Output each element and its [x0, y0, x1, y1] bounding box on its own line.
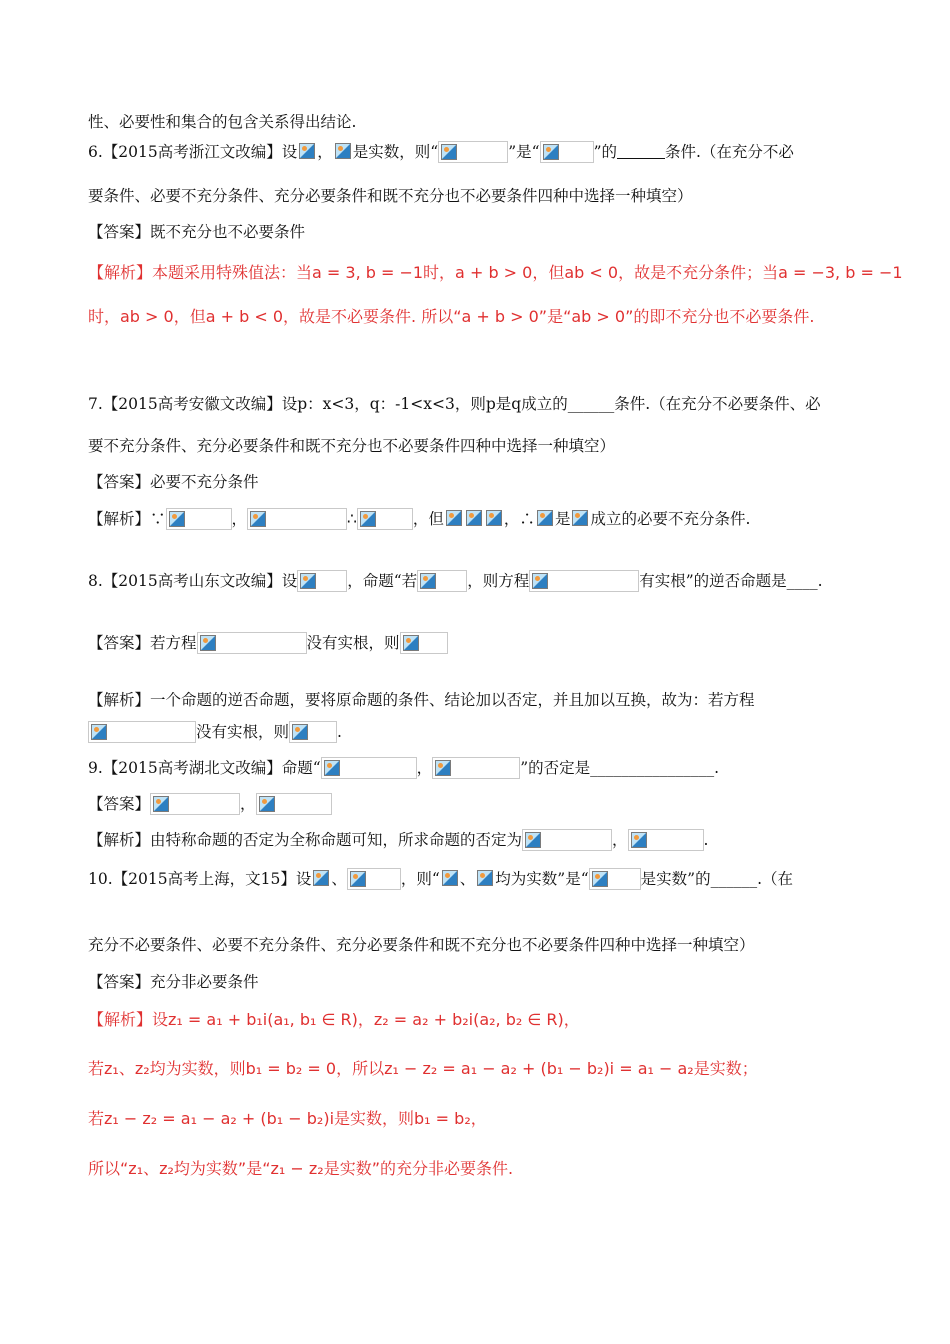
- broken-image-icon: [537, 510, 553, 526]
- broken-image-icon: [299, 143, 315, 159]
- broken-image-icon: [300, 573, 316, 589]
- formula-image: [570, 508, 590, 530]
- q8-head: 8.【2015高考山东文改编】设: [88, 572, 298, 590]
- q6-text: 是实数，则“: [352, 143, 439, 161]
- q9-explanation: [88, 829, 708, 851]
- q9-head: 9.【2015高考湖北文改编】命题“: [88, 759, 321, 777]
- q10-answer: 【答案】充分非必要条件: [88, 973, 259, 991]
- q7-text: 成立的必要不充分条件.: [590, 510, 751, 528]
- q7-stem-line1: 7.【2015高考安徽文改编】设p：x<3，q：-1<x<3，则p是q成立的______条件.（在充分不必要条件、必: [88, 395, 821, 413]
- broken-image-icon: [441, 144, 457, 160]
- q10-explanation-line3: 若z₁ − z₂ = a₁ − a₂ + (b₁ − b₂)i是实数，则b₁ = b₂，: [88, 1109, 487, 1128]
- q10-text: 是实数”的______.（在: [640, 870, 794, 888]
- q8-text: 有实根”的逆否命题是____.: [639, 572, 823, 590]
- q7-text: 【解析】∵: [88, 510, 166, 528]
- formula-image: [88, 721, 196, 743]
- formula-image: [529, 570, 639, 592]
- q8-stem: [88, 570, 823, 592]
- q6-text: ”是“: [508, 143, 540, 161]
- formula-image: [357, 508, 413, 530]
- q6-stem-line1: [88, 141, 794, 163]
- q9-answer-text: ，: [240, 795, 256, 813]
- formula-image: [256, 793, 332, 815]
- broken-image-icon: [91, 724, 107, 740]
- formula-image: [150, 793, 240, 815]
- broken-image-icon: [313, 870, 329, 886]
- formula-image: [400, 632, 448, 654]
- q9-stem: [88, 757, 719, 779]
- broken-image-icon: [446, 510, 462, 526]
- broken-image-icon: [572, 510, 588, 526]
- q10-explanation-line2: 若z₁、z₂均为实数，则b₁ = b₂ = 0，所以z₁ − z₂ = a₁ − a₂ + (b₁ − b₂)i = a₁ − a₂是实数；: [88, 1059, 758, 1078]
- q10-explanation-line4: 所以“z₁、z₂均为实数”是“z₁ − z₂是实数”的充分非必要条件.: [88, 1159, 514, 1178]
- broken-image-icon: [335, 143, 351, 159]
- formula-image: [347, 868, 401, 890]
- formula-image: [440, 868, 460, 890]
- q7-text: ，但: [412, 510, 444, 528]
- q8-text: .: [337, 723, 342, 741]
- q6-stem-line2: 要条件、必要不充分条件、充分必要条件和既不充分也不必要条件四种中选择一种填空）: [88, 187, 693, 205]
- q9-text: ，: [612, 831, 628, 849]
- q7-text: ，: [231, 510, 248, 528]
- q8-explanation-line1: 【解析】一个命题的逆否命题，要将原命题的条件、结论加以否定，并且加以互换，故为：若方程: [88, 691, 755, 709]
- formula-image: [535, 508, 555, 530]
- q8-text: 没有实根，则: [196, 723, 290, 741]
- answer-blank: [617, 144, 665, 159]
- broken-image-icon: [525, 832, 541, 848]
- q10-head: 10.【2015高考上海，文15】设: [88, 870, 312, 888]
- q7-explanation: [88, 508, 750, 530]
- broken-image-icon: [324, 760, 340, 776]
- q9-answer-text: 【答案】: [88, 795, 151, 813]
- q7-text: 是: [554, 510, 571, 528]
- q9-text: ”的否定是________________.: [520, 759, 720, 777]
- q6-explanation-line1: 【解析】本题采用特殊值法：当a = 3, b = −1时，a + b > 0，但ab < 0，故是不充分条件；当a = −3, b = −1: [88, 263, 903, 282]
- formula-image: [438, 141, 508, 163]
- q8-text: ，命题“若: [347, 572, 418, 590]
- q7-answer: 【答案】必要不充分条件: [88, 473, 259, 491]
- q6-head: 6.【2015高考浙江文改编】设: [88, 143, 298, 161]
- q10-text: 、: [331, 870, 347, 888]
- broken-image-icon: [631, 832, 647, 848]
- broken-image-icon: [477, 870, 493, 886]
- formula-image: [464, 508, 484, 530]
- formula-image: [432, 757, 520, 779]
- q10-explanation-line1: 【解析】设z₁ = a₁ + b₁i(a₁, b₁ ∈ R)，z₂ = a₂ + b₂i(a₂, b₂ ∈ R)，: [88, 1010, 580, 1029]
- q10-stem-line1: [88, 868, 793, 890]
- q10-text: 均为实数”是“: [495, 870, 589, 888]
- formula-image: [540, 141, 594, 163]
- formula-image: [522, 829, 612, 851]
- intro-text: 性、必要性和集合的包含关系得出结论.: [88, 113, 357, 131]
- broken-image-icon: [259, 796, 275, 812]
- q10-text: 、: [459, 870, 476, 888]
- q10-stem-line2: 充分不必要条件、必要不充分条件、充分必要条件和既不充分也不必要条件四种中选择一种填空）: [88, 936, 755, 954]
- broken-image-icon: [532, 573, 548, 589]
- formula-image: [333, 141, 353, 163]
- broken-image-icon: [153, 796, 169, 812]
- broken-image-icon: [435, 760, 451, 776]
- broken-image-icon: [442, 870, 458, 886]
- q8-answer-text: 【答案】若方程: [88, 634, 197, 652]
- q6-text: ”的: [593, 143, 617, 161]
- q9-text: 【解析】由特称命题的否定为全称命题可知，所求命题的否定为: [88, 831, 523, 849]
- broken-image-icon: [250, 511, 266, 527]
- q8-answer-text: 没有实根，则: [306, 634, 400, 652]
- q6-text: 条件.（在充分不必: [665, 143, 794, 161]
- q6-answer: 【答案】既不充分也不必要条件: [88, 223, 306, 241]
- formula-image: [297, 570, 347, 592]
- q6-explanation-line2: 时，ab > 0，但a + b < 0，故是不必要条件. 所以“a + b > 0”是“ab > 0”的即不充分也不必要条件.: [88, 307, 815, 326]
- q9-answer: [88, 793, 332, 815]
- formula-image: [589, 868, 641, 890]
- broken-image-icon: [466, 510, 482, 526]
- formula-image: [247, 508, 347, 530]
- formula-image: [484, 508, 504, 530]
- formula-image: [321, 757, 417, 779]
- broken-image-icon: [403, 635, 419, 651]
- broken-image-icon: [350, 871, 366, 887]
- q8-answer: [88, 632, 448, 654]
- formula-image: [475, 868, 495, 890]
- formula-image: [311, 868, 331, 890]
- q7-stem-line2: 要不充分条件、充分必要条件和既不充分也不必要条件四种中选择一种填空）: [88, 437, 616, 455]
- broken-image-icon: [360, 511, 376, 527]
- broken-image-icon: [292, 724, 308, 740]
- broken-image-icon: [420, 573, 436, 589]
- formula-image: [628, 829, 704, 851]
- broken-image-icon: [543, 144, 559, 160]
- q6-text: ，: [317, 143, 333, 161]
- formula-image: [297, 141, 317, 163]
- broken-image-icon: [592, 871, 608, 887]
- broken-image-icon: [200, 635, 216, 651]
- formula-image: [289, 721, 337, 743]
- formula-image: [444, 508, 464, 530]
- broken-image-icon: [486, 510, 502, 526]
- formula-image: [166, 508, 232, 530]
- broken-image-icon: [169, 511, 185, 527]
- q10-text: ，则“: [400, 870, 440, 888]
- formula-image: [417, 570, 467, 592]
- q7-text: ∴: [347, 510, 357, 528]
- q8-explanation-line2: [88, 721, 342, 743]
- formula-image: [197, 632, 307, 654]
- q9-text: ，: [416, 759, 433, 777]
- q7-text: ，∴: [503, 510, 535, 528]
- q9-text: .: [703, 831, 709, 849]
- q8-text: ，则方程: [467, 572, 530, 590]
